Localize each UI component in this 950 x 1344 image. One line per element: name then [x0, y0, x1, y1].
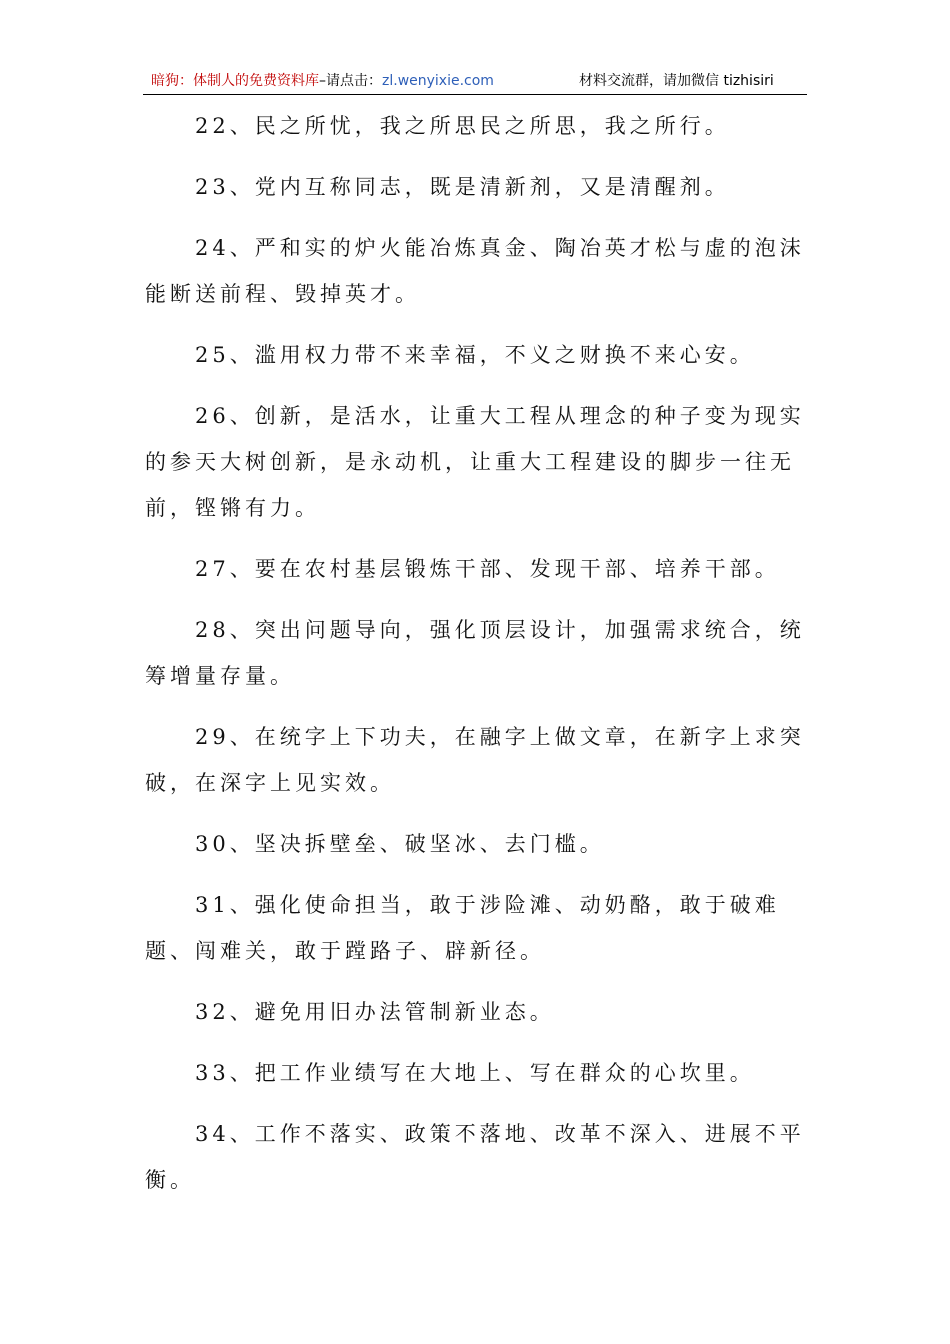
header-prompt: –请点击： — [319, 73, 382, 89]
list-item: 31、强化使命担当，敢于涉险滩、动奶酪，敢于破难题、闯难关，敢于蹚路子、辟新径。 — [145, 893, 780, 963]
list-item: 26、创新，是活水，让重大工程从理念的种子变为现实的参天大树创新，是永动机，让重大工程建设的脚步一往无前，铿锵有力。 — [145, 404, 805, 520]
header-site-name: 暗狗：体制人的免费资料库 — [151, 73, 319, 89]
list-item: 28、突出问题导向，强化顶层设计，加强需求统合，统筹增量存量。 — [145, 618, 805, 688]
list-item: 30、坚决拆壁垒、破坚冰、去门槛。 — [195, 832, 605, 856]
list-item: 22、民之所忧，我之所思民之所思，我之所行。 — [195, 114, 730, 138]
list-item: 24、严和实的炉火能冶炼真金、陶冶英才松与虚的泡沫能断送前程、毁掉英才。 — [145, 236, 805, 306]
list-item: 33、把工作业绩写在大地上、写在群众的心坎里。 — [195, 1061, 755, 1085]
header-contact: 材料交流群，请加微信 tizhisiri — [579, 73, 774, 89]
header-source — [151, 68, 494, 94]
list-item: 25、滥用权力带不来幸福，不义之财换不来心安。 — [195, 343, 755, 367]
header-url-link[interactable]: zl.wenyixie.com — [382, 73, 494, 89]
list-item: 32、避免用旧办法管制新业态。 — [195, 1000, 555, 1024]
page-header — [143, 68, 807, 95]
list-item: 34、工作不落实、政策不落地、改革不深入、进展不平衡。 — [145, 1122, 805, 1192]
list-item: 29、在统字上下功夫，在融字上做文章，在新字上求突破，在深字上见实效。 — [145, 725, 805, 795]
list-item: 23、党内互称同志，既是清新剂，又是清醒剂。 — [195, 175, 730, 199]
document-body — [145, 103, 809, 1218]
list-item: 27、要在农村基层锻炼干部、发现干部、培养干部。 — [195, 557, 780, 581]
